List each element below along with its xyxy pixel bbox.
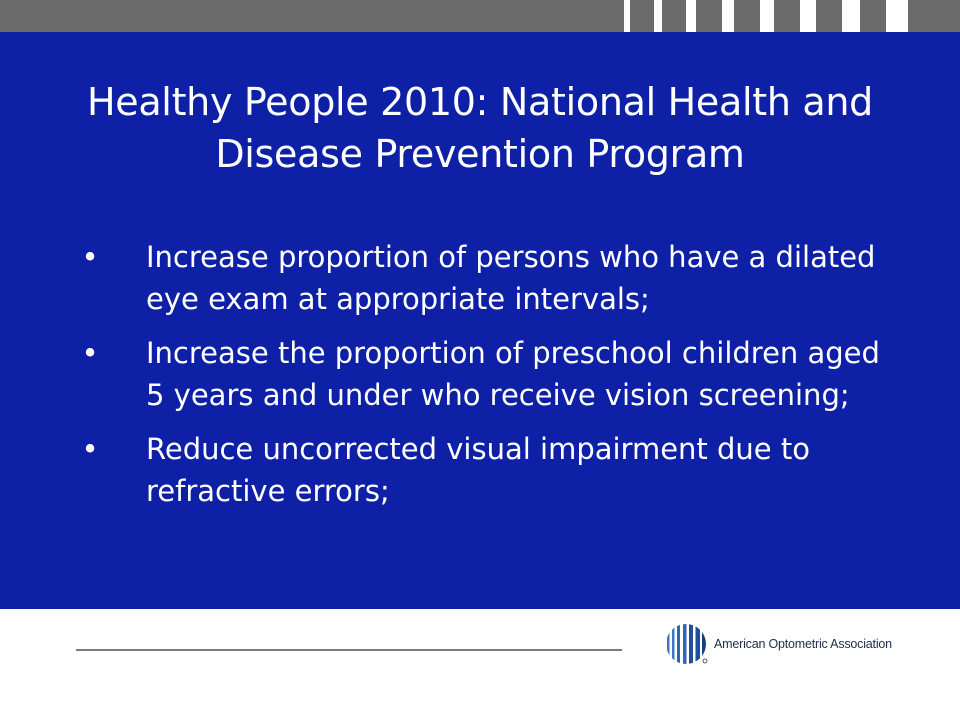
list-item <box>80 332 880 416</box>
bullet-text: Increase proportion of persons who have a dilated eye exam at appropriate intervals; <box>146 240 876 316</box>
aoa-logo-icon <box>664 622 708 666</box>
bullet-icon: • <box>81 336 99 370</box>
bullet-icon: • <box>81 432 99 466</box>
top-band <box>0 0 960 32</box>
organization-name: American Optometric Association <box>714 637 892 651</box>
bullet-text: Increase the proportion of preschool children aged 5 years and under who receive vision screening; <box>146 336 880 412</box>
bullet-icon: • <box>81 240 99 274</box>
bullet-text: Reduce uncorrected visual impairment due to refractive errors; <box>146 432 810 508</box>
aoa-logo <box>664 622 924 666</box>
decorative-stripes <box>620 0 960 32</box>
list-item <box>80 236 880 320</box>
slide-title: Healthy People 2010: National Health and Disease Prevention Program <box>86 80 874 176</box>
footer-divider <box>76 649 622 651</box>
bullet-list <box>80 236 880 524</box>
list-item <box>80 428 880 512</box>
